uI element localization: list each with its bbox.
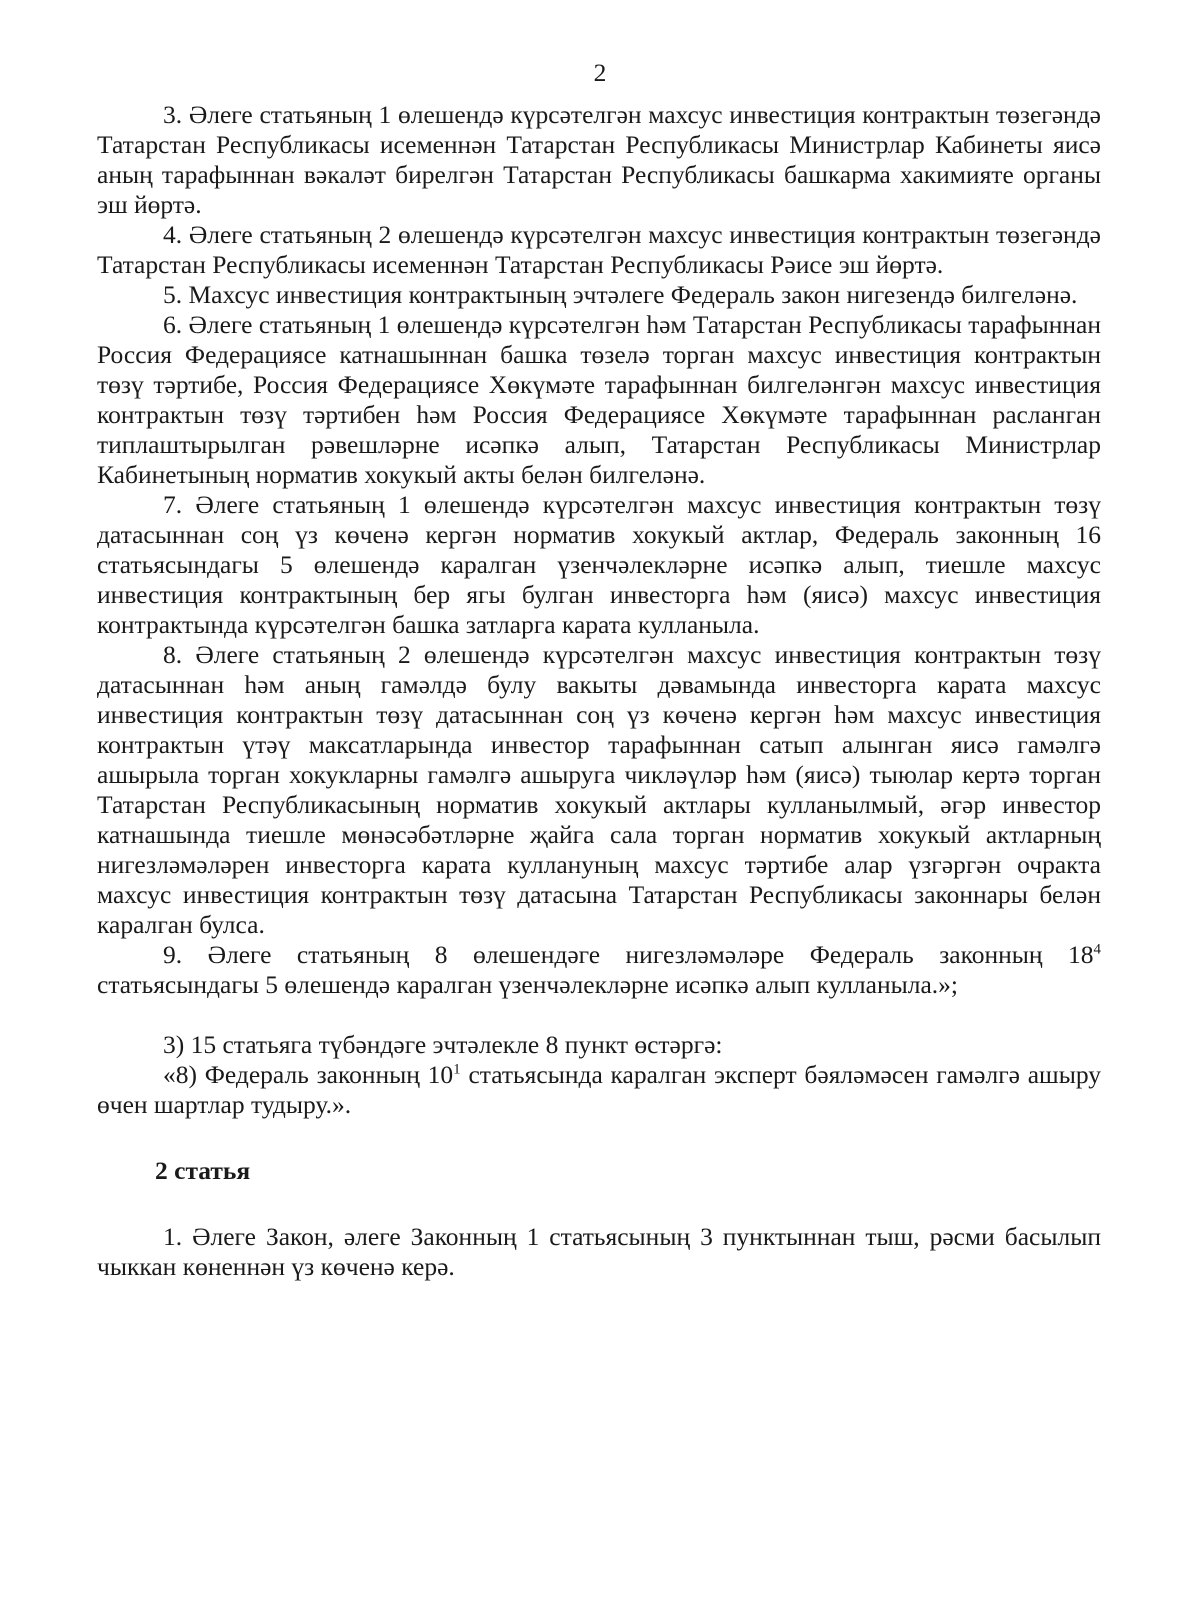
paragraph-item-9 [97,940,1101,1000]
paragraph-point-3: 3) 15 статьяга түбәндәге эчтәлекле 8 пункт өстәргә: [163,1030,723,1059]
item-9-text-start: 9. Әлеге статьяның 8 өлешендәге нигезләмәләре Федераль законның 18 [163,940,1094,969]
paragraph-item-8: 8. Әлеге статьяның 2 өлешендә күрсәтелгән махсус инвестиция контрактын төзү датасыннан һәм аның гамәлдә булу вакыты дәвамында инвесторга карата махсус инвестиция контрактын төзү датасыннан соң үз көченә кергән һәм махсус инвестиция контрактын үтәү максатларында инвестор тарафыннан сатып алынган яисә гамәлгә ашырыла торган хокукларны гамәлгә ашыруга чикләүләр һәм (яисә) тыюлар кертә торган Татарстан Республикасының норматив хокукый актлары кулланылмый, әгәр инвестор катнашында тиешле мөнәсәбәтләрне җайга сала торган норматив хокукый актларның нигезләмәләрен инвесторга карата куллануның махсус тәртибе алар үзгәргән очракта махсус инвестиция контрактын төзү датасына Татарстан Республикасы законнары белән каралган булса. [97,640,1101,939]
article-2-heading: 2 статья [155,1156,251,1185]
quote-text-start: «8) Федераль законның 10 [163,1060,454,1089]
paragraph-item-3: 3. Әлеге статьяның 1 өлешендә күрсәтелгән махсус инвестиция контрактын төзегәндә Татарстан Республикасы исеменнән Татарстан Республикасы Министрлар Кабинеты яисә аның тарафыннан вәкаләт бирелгән Татарстан Республикасы башкарма хакимияте органы эш йөртә. [97,100,1101,219]
quote-superscript: 1 [453,1061,461,1078]
item-9-superscript: 4 [1093,941,1101,958]
quote-text-end: статьясында каралган эксперт бәяләмәсен гамәлгә ашыру өчен шартлар тудыру.». [97,1060,1101,1119]
item-9-text-end: статьясындагы 5 өлешендә каралган үзенчәлекләрне исәпкә алып кулланыла.»; [97,970,958,999]
page-number: 2 [593,58,607,87]
paragraph-item-5: 5. Махсус инвестиция контрактының эчтәлеге Федераль закон нигезендә билгеләнә. [163,280,1078,309]
paragraph-item-4: 4. Әлеге статьяның 2 өлешендә күрсәтелгән махсус инвестиция контрактын төзегәндә Татарстан Республикасы исеменнән Татарстан Республикасы Рәисе эш йөртә. [97,220,1101,279]
paragraph-item-7: 7. Әлеге статьяның 1 өлешендә күрсәтелгән махсус инвестиция контрактын төзү датасыннан соң үз көченә кергән норматив хокукый актлар, Федераль законның 16 статьясындагы 5 өлешендә каралган үзенчәлекләрне исәпкә алып, тиешле махсус инвестиция контрактының бер ягы булган инвесторга һәм (яисә) махсус инвестиция контрактында күрсәтелгән башка затларга карата кулланыла. [97,490,1101,639]
document-body [97,100,1101,1282]
paragraph-point-3-quote [97,1060,1101,1120]
paragraph-item-6: 6. Әлеге статьяның 1 өлешендә күрсәтелгән һәм Татарстан Республикасы тарафыннан Россия Федерациясе катнашыннан башка төзелә торган махсус инвестиция контрактын төзү тәртибе, Россия Федерациясе Хөкүмәте тарафыннан билгеләнгән махсус инвестиция контрактын төзү тәртибен һәм Россия Федерациясе Хөкүмәте тарафыннан расланган типлаштырылган рәвешләрне исәпкә алып, Татарстан Республикасы Министрлар Кабинетының норматив хокукый акты белән билгеләнә. [97,310,1101,489]
paragraph-article-2-item-1: 1. Әлеге Закон, әлеге Законның 1 статьясының 3 пунктыннан тыш, рәсми басылып чыккан көненнән үз көченә керә. [97,1222,1101,1281]
